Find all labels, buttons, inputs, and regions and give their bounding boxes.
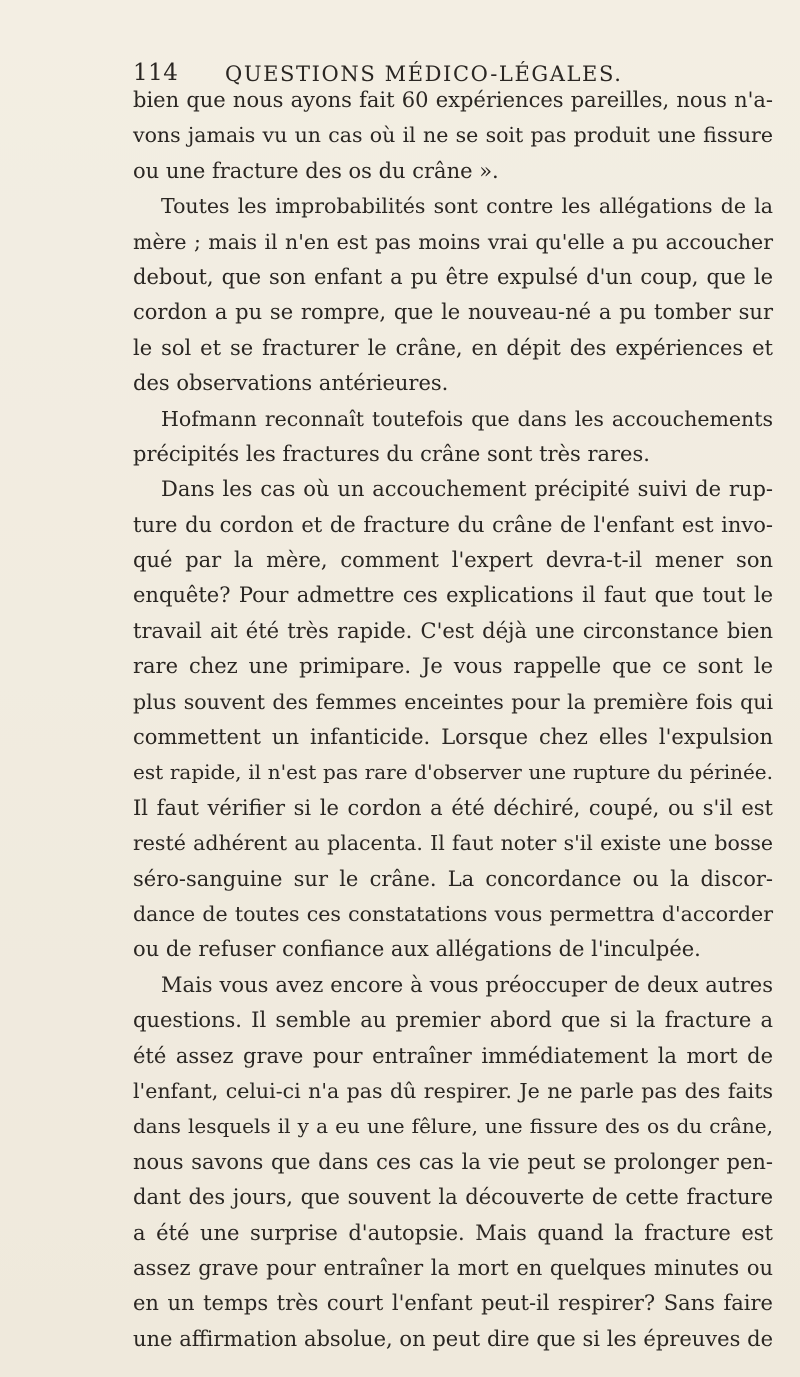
text-line: enquête? Pour admettre ces explications il faut que tout le xyxy=(133,583,773,608)
text-line: Hofmann reconnaît toutefois que dans les accouchements xyxy=(161,406,773,431)
text-line: ou de refuser confiance aux allégations de l'inculpée. xyxy=(133,937,701,962)
text-line: Toutes les improbabilités sont contre les allégations de la xyxy=(161,194,773,219)
text-line: ou une fracture des os du crâne ». xyxy=(133,158,499,183)
text-line: le sol et se fracturer le crâne, en dépit des expériences et xyxy=(133,335,773,360)
text-line: Il faut vérifier si le cordon a été déchiré, coupé, ou s'il est xyxy=(133,795,773,820)
text-line: dans lesquels il y a eu une fêlure, une fissure des os du crâne, xyxy=(133,1114,773,1139)
text-line: est rapide, il n'est pas rare d'observer une rupture du périnée. xyxy=(133,760,773,785)
body-text xyxy=(133,83,773,1357)
text-line: questions. Il semble au premier abord que si la fracture a xyxy=(133,1008,773,1033)
text-line: resté adhérent au placenta. Il faut noter s'il existe une bosse xyxy=(133,831,773,856)
text-line: dant des jours, que souvent la découverte de cette fracture xyxy=(133,1185,773,1210)
running-head: QUESTIONS MÉDICO-LÉGALES. xyxy=(225,62,623,86)
text-line: mère ; mais il n'en est pas moins vrai qu'elle a pu accoucher xyxy=(133,229,773,254)
text-line: vons jamais vu un cas où il ne se soit pas produit une fissure xyxy=(133,123,773,148)
text-line: plus souvent des femmes enceintes pour la première fois qui xyxy=(133,689,773,714)
page-number: 114 xyxy=(133,60,179,86)
text-line: travail ait été très rapide. C'est déjà une circonstance bien xyxy=(133,618,773,643)
text-line: rare chez une primipare. Je vous rappelle que ce sont le xyxy=(133,654,773,679)
text-line: précipités les fractures du crâne sont très rares. xyxy=(133,441,650,466)
text-line: a été une surprise d'autopsie. Mais quand la fracture est xyxy=(133,1220,773,1245)
text-line: des observations antérieures. xyxy=(133,371,449,396)
text-line: Mais vous avez encore à vous préoccuper de deux autres xyxy=(161,972,773,997)
text-line: assez grave pour entraîner la mort en quelques minutes ou xyxy=(133,1255,773,1280)
text-line: Dans les cas où un accouchement précipité suivi de rup- xyxy=(161,477,773,502)
text-line: cordon a pu se rompre, que le nouveau-né a pu tomber sur xyxy=(133,300,773,325)
text-line: une affirmation absolue, on peut dire que si les épreuves de xyxy=(133,1326,773,1351)
text-line: l'enfant, celui-ci n'a pas dû respirer. Je ne parle pas des faits xyxy=(133,1078,773,1103)
text-line: ture du cordon et de fracture du crâne de l'enfant est invo- xyxy=(133,512,773,537)
text-line: en un temps très court l'enfant peut-il respirer? Sans faire xyxy=(133,1291,773,1316)
text-line: qué par la mère, comment l'expert devra-t-il mener son xyxy=(133,548,773,573)
text-line: debout, que son enfant a pu être expulsé d'un coup, que le xyxy=(133,264,773,289)
text-line: dance de toutes ces constatations vous permettra d'accorder xyxy=(133,901,773,926)
text-line: bien que nous ayons fait 60 expériences pareilles, nous n'a- xyxy=(133,88,773,112)
text-line: séro-sanguine sur le crâne. La concordance ou la discor- xyxy=(133,866,773,891)
text-line: commettent un infanticide. Lorsque chez elles l'expulsion xyxy=(133,725,773,750)
text-line: été assez grave pour entraîner immédiatement la mort de xyxy=(133,1043,773,1068)
text-line: nous savons que dans ces cas la vie peut se prolonger pen- xyxy=(133,1149,773,1174)
